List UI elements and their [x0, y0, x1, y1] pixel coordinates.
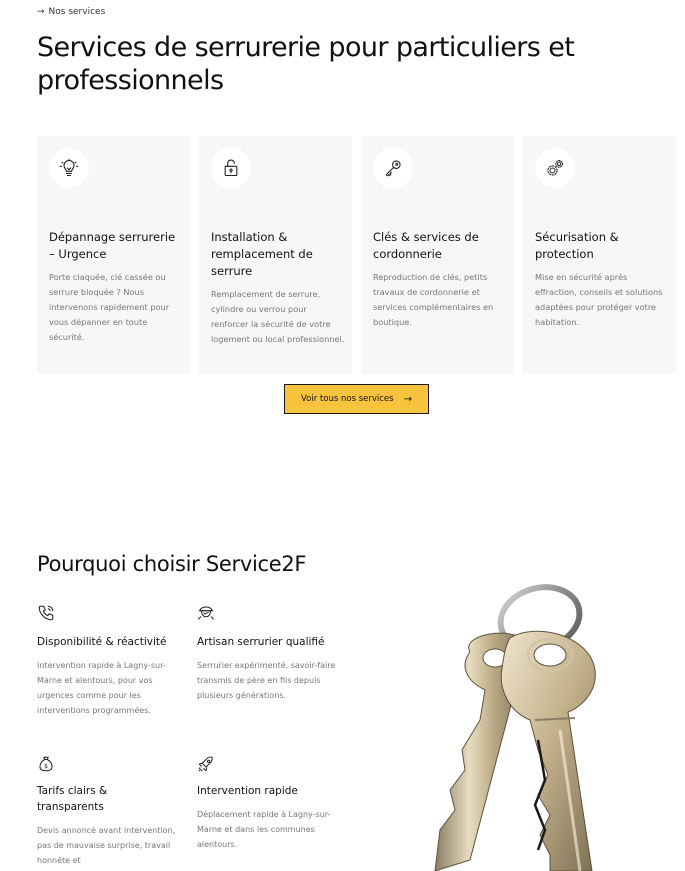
- why-section-title: Pourquoi choisir Service2F: [37, 552, 307, 576]
- arrow-right-icon: →: [37, 7, 45, 17]
- feature-title: Disponibilité & réactivité: [37, 636, 167, 648]
- svg-text:$: $: [44, 763, 48, 771]
- feature-text: Déplacement rapide à Lagny-sur-Marne et dans les communes alentours.: [197, 810, 331, 849]
- padlock-icon: [211, 148, 251, 188]
- service-card-text: Porte claquée, clé cassée ou serrure bloquée ? Nous intervenons rapidement pour vous dépanner en toute sécurité.: [49, 272, 170, 342]
- feature-text: Devis annoncé avant intervention, pas de mauvaise surprise, travail honnête et: [37, 826, 176, 865]
- service-card-text: Mise en sécurité après effraction, conseils et solutions adaptées pour protéger votre habitation.: [535, 272, 663, 327]
- feature-title: Intervention rapide: [197, 785, 298, 797]
- gears-icon: [535, 148, 575, 188]
- feature-text: Intervention rapide à Lagny-sur-Marne et alentours, pour vos urgences comme pour les interventions programmées.: [37, 661, 166, 715]
- service-card-title: Installation & remplacement de serrure: [211, 230, 313, 278]
- feature-pricing: [37, 755, 177, 865]
- rocket-icon: [197, 755, 215, 773]
- feature-title: Tarifs clairs & transparents: [37, 785, 108, 813]
- lightbulb-icon: [49, 148, 89, 188]
- craftsman-icon: [197, 604, 215, 622]
- services-grid: [37, 136, 676, 374]
- service-card-depannage[interactable]: [37, 136, 190, 374]
- button-label: Voir tous nos services: [301, 394, 394, 404]
- feature-availability: [37, 604, 177, 715]
- service-card-cles[interactable]: [361, 136, 514, 374]
- service-card-installation[interactable]: [199, 136, 352, 374]
- service-card-title: Sécurisation & protection: [535, 230, 619, 261]
- key-icon: [373, 148, 413, 188]
- phone-icon: [37, 604, 55, 622]
- feature-text: Serrurier expérimenté, savoir-faire transmis de père en fils depuis plusieurs générations.: [197, 661, 336, 700]
- feature-title: Artisan serrurier qualifié: [197, 636, 325, 648]
- page-title: Services de serrurerie pour particuliers et professionnels: [37, 32, 575, 96]
- breadcrumb-label: Nos services: [48, 7, 106, 17]
- service-card-securisation[interactable]: [523, 136, 676, 374]
- service-card-title: Clés & services de cordonnerie: [373, 230, 479, 261]
- feature-craftsman: [197, 604, 337, 700]
- service-card-text: Remplacement de serrure, cylindre ou verrou pour renforcer la sécurité de votre logement ou local professionnel.: [211, 289, 345, 344]
- breadcrumb[interactable]: [37, 7, 105, 17]
- see-all-services-button[interactable]: [284, 384, 429, 414]
- feature-fast: [197, 755, 337, 849]
- service-card-title: Dépannage serrurerie – Urgence: [49, 230, 176, 261]
- keys-photo: [410, 580, 610, 871]
- arrow-right-icon: →: [403, 393, 412, 405]
- money-bag-icon: [37, 755, 55, 773]
- service-card-text: Reproduction de clés, petits travaux de cordonnerie et services complémentaires en boutique.: [373, 272, 494, 327]
